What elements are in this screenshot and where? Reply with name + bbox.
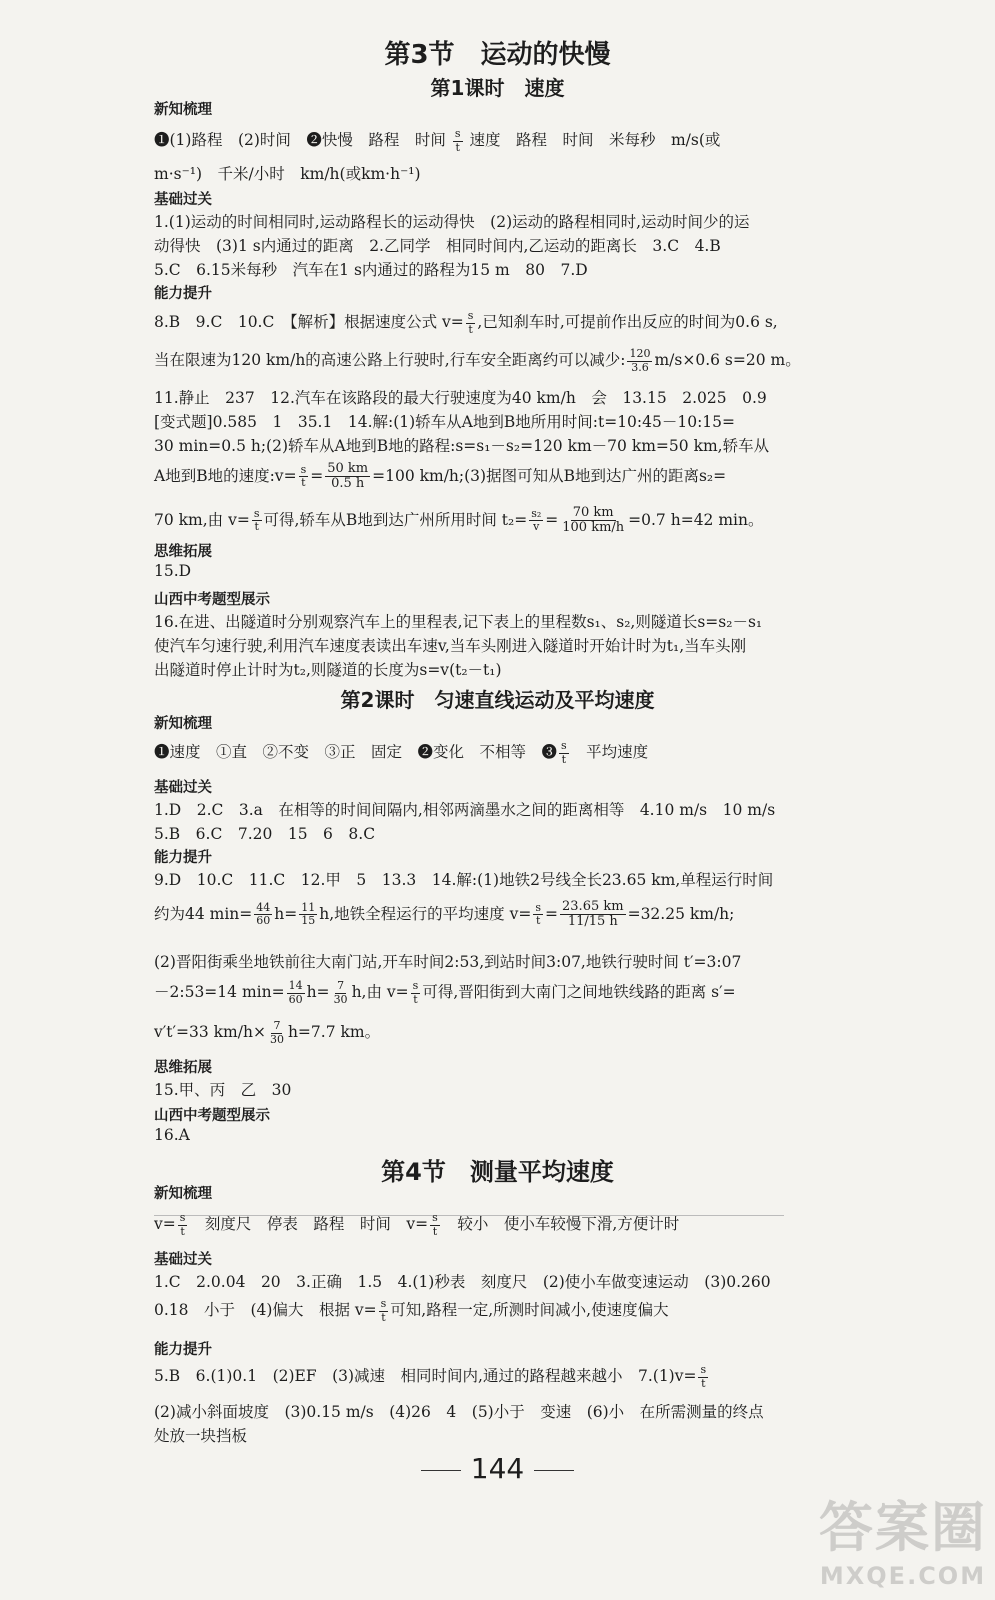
text-line: 11.静止 237 12.汽车在该路段的最大行驶速度为40 km/h 会 13.15 2.025 0.9 [154, 389, 767, 407]
text-line: 16.在进、出隧道时分别观察汽车上的里程表,记下表上的里程数s₁、s₂,则隧道长s=s₂－s₁ [154, 613, 763, 631]
heading-siwei: 思维拓展 [154, 1060, 212, 1076]
lesson-2-title: 第2课时 匀速直线运动及平均速度 [340, 688, 655, 712]
heading-jichu: 基础过关 [154, 192, 212, 208]
text-line: 70 km,由 v= $\frac{s}{t}$ 可得,轿车从B地到达广州所用时间 t₂= $\frac{\text{s₂}}{v}$ = $\frac{70 km}{100 km/h}$ =0.7 h=42 min。 [154, 505, 764, 536]
text-line: 30 min=0.5 h;(2)轿车从A地到B地的路程:s=s₁－s₂=120 km－70 km=50 km,轿车从 [154, 437, 770, 455]
heading-nengli: 能力提升 [154, 850, 212, 866]
fraction-s-over-t: $\frac{s}{t}$ [535, 901, 542, 928]
fraction: $\frac{120}{3.6}$ [629, 347, 651, 374]
fraction-s-over-t: $\frac{s}{t}$ [253, 507, 260, 534]
text-line: －2:53=14 min= $\frac{14}{60}$ h= $\frac{7}{30}$ h,由 v= $\frac{s}{t}$ 可得,晋阳街到大南门之间地铁线路的距离 s′= [154, 979, 736, 1006]
fraction-s-over-t: $\frac{s}{t}$ [561, 739, 567, 766]
heading-xinzhi: 新知梳理 [154, 102, 212, 118]
text-line: 15.甲、丙 乙 30 [154, 1081, 292, 1099]
section-4-title: 第4节 测量平均速度 [381, 1158, 614, 1186]
fraction-s-over-t: $\frac{s}{t}$ [412, 979, 419, 1006]
fraction: $\frac{50 km}{0.5 h}$ [327, 461, 369, 492]
heading-nengli: 能力提升 [154, 1342, 212, 1358]
fraction: $\frac{11}{15}$ [301, 901, 316, 928]
fraction-s-over-t: $\frac{s}{t}$ [700, 1363, 707, 1390]
fraction: $\frac{70 km}{100 km/h}$ [562, 505, 625, 536]
text-line: 当在限速为120 km/h的高速公路上行驶时,行车安全距离约可以减少: $\frac{120}{3.6}$ m/s×0.6 s=20 m。 [154, 347, 801, 374]
text-line: 5.B 6.C 7.20 15 6 8.C [154, 825, 376, 843]
heading-shanxi: 山西中考题型展示 [154, 592, 270, 608]
text-line: 9.D 10.C 11.C 12.甲 5 13.3 14.解:(1)地铁2号线全长23.65 km,单程运行时间 [154, 871, 774, 889]
heading-siwei: 思维拓展 [154, 544, 212, 560]
fraction: $\frac{23.65 km}{11/15 h}$ [562, 899, 624, 930]
text-line: 使汽车匀速行驶,利用汽车速度表读出车速v,当车头刚进入隧道时开始计时为t₁,当车头刚 [154, 637, 747, 655]
heading-xinzhi: 新知梳理 [154, 1186, 212, 1202]
text-line: 5.C 6.15米每秒 汽车在1 s内通过的路程为15 m 80 7.D [154, 261, 588, 279]
text-line: 1.D 2.C 3.a 在相等的时间间隔内,相邻两滴墨水之间的距离相等 4.10 m/s 10 m/s [154, 801, 776, 819]
fraction: $\frac{7}{30}$ [269, 1019, 284, 1046]
fraction-s-over-t: $\frac{s}{t}$ [432, 1211, 438, 1238]
heading-jichu: 基础过关 [154, 1252, 212, 1268]
text-line: 约为44 min= $\frac{44}{60}$ h= $\frac{11}{15}$ h,地铁全程运行的平均速度 v= $\frac{s}{t}$ = $\frac{23.65 km}{11/15 h}$ =32.25 km/h; [154, 899, 735, 930]
text-line: 8.B 9.C 10.C 【解析】根据速度公式 v= $\frac{s}{t}$ ,已知刹车时,可提前作出反应的时间为0.6 s, [154, 309, 778, 336]
text-line: 0.18 小于 (4)偏大 根据 v= $\frac{s}{t}$ 可知,路程一定,所测时间减小,使速度偏大 [154, 1297, 669, 1324]
fraction-s-over-t: $\frac{s}{t}$ [380, 1297, 387, 1324]
text-line: 动得快 (3)1 s内通过的距离 2.乙同学 相同时间内,乙运动的距离长 3.C 4.B [154, 237, 721, 255]
fraction: $\frac{\text{s₂}}{v}$ [531, 507, 542, 534]
fraction: $\frac{44}{60}$ [256, 901, 271, 928]
page-number: 144 [0, 1452, 995, 1485]
text-line: v= $\frac{s}{t}$ 刻度尺 停表 路程 时间 v= $\frac{s}{t}$ 较小 使小车较慢下滑,方便计时 [154, 1211, 680, 1238]
text-line: 15.D [154, 562, 192, 580]
fraction-s-over-t: $\frac{s}{t}$ [467, 309, 474, 336]
watermark-logo: 答案圈 MXQE.COM [819, 1496, 987, 1590]
heading-nengli: 能力提升 [154, 286, 212, 302]
text-line: 16.A [154, 1126, 190, 1144]
text-line: ❶速度 ①直 ②不变 ③正 固定 ❷变化 不相等 ❸ $\frac{s}{t}$ 平均速度 [154, 739, 649, 766]
text-line: (2)晋阳街乘坐地铁前往大南门站,开车时间2:53,到站时间3:07,地铁行驶时间 t′=3:07 [154, 953, 742, 971]
text-line: A地到B地的速度:v= $\frac{s}{t}$ = $\frac{50 km}{0.5 h}$ =100 km/h;(3)据图可知从B地到达广州的距离s₂= [154, 461, 727, 492]
lesson-1-title: 第1课时 速度 [430, 76, 565, 100]
text-line: 5.B 6.(1)0.1 (2)EF (3)减速 相同时间内,通过的路程越来越小 7.(1)v= $\frac{s}{t}$ [154, 1363, 707, 1390]
fraction-s-over-t: $\frac{s}{t}$ [300, 463, 307, 490]
section-3-title: 第3节 运动的快慢 [384, 40, 611, 70]
text-line: (2)减小斜面坡度 (3)0.15 m/s (4)26 4 (5)小于 变速 (6)小 在所需测量的终点 [154, 1403, 764, 1421]
text-line: 处放一块挡板 [154, 1427, 248, 1445]
text-line: ❶(1)路程 (2)时间 ❷快慢 路程 时间 $\frac{s}{t}$ 速度 路程 时间 米每秒 m/s(或 [154, 127, 721, 154]
fraction-s-over-t: $\frac{s}{t}$ [454, 127, 461, 154]
fraction-s-over-t: $\frac{s}{t}$ [179, 1211, 186, 1238]
text-line: 1.C 2.0.04 20 3.正确 1.5 4.(1)秒表 刻度尺 (2)使小车做变速运动 (3)0.260 [154, 1273, 771, 1291]
text-line: 出隧道时停止计时为t₂,则隧道的长度为s=v(t₂－t₁) [154, 661, 502, 679]
fraction: $\frac{14}{60}$ [288, 979, 303, 1006]
text-line: 1.(1)运动的时间相同时,运动路程长的运动得快 (2)运动的路程相同时,运动时间少的运 [154, 213, 750, 231]
heading-shanxi: 山西中考题型展示 [154, 1108, 270, 1124]
heading-jichu: 基础过关 [154, 780, 212, 796]
text-line: v′t′=33 km/h× $\frac{7}{30}$ h=7.7 km。 [154, 1019, 381, 1046]
text-line: m·s⁻¹) 千米/小时 km/h(或km·h⁻¹) [154, 165, 421, 183]
fraction: $\frac{7}{30}$ [333, 979, 348, 1006]
text-line: [变式题]0.585 1 35.1 14.解:(1)轿车从A地到B地所用时间:t=10:45－10:15= [154, 413, 736, 431]
heading-xinzhi: 新知梳理 [154, 716, 212, 732]
